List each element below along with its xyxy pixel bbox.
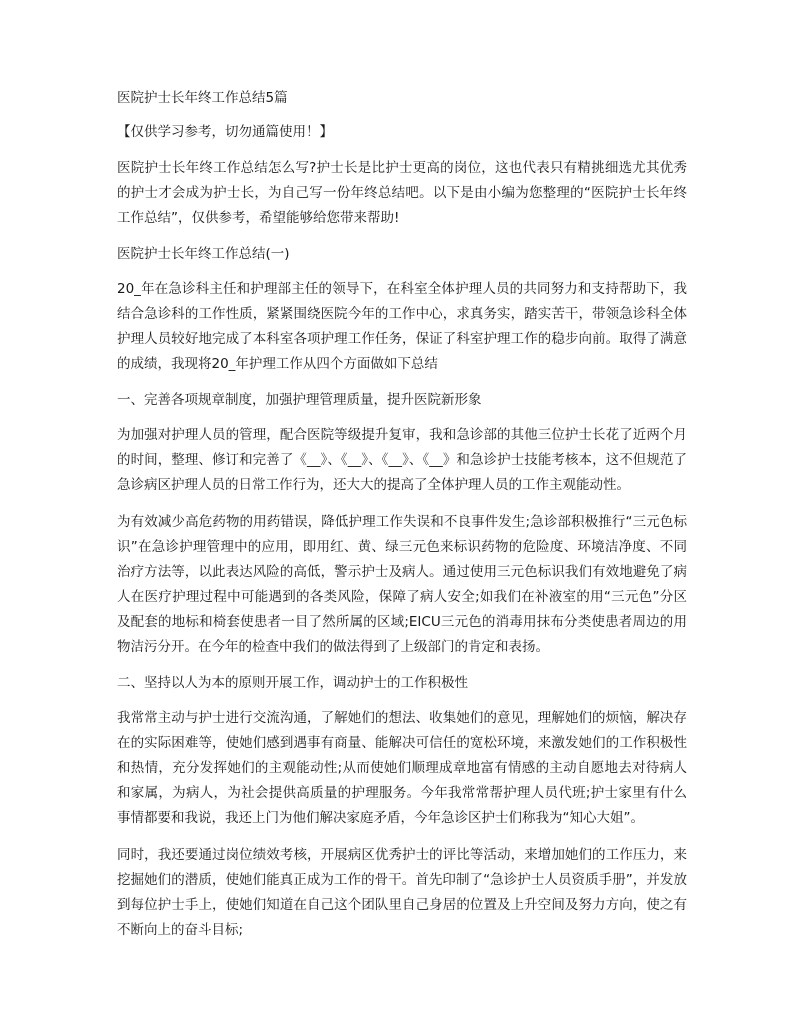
heading-two: 二、坚持以人为本的原则开展工作，调动护士的工作积极性 xyxy=(117,675,468,691)
document-page xyxy=(117,88,687,955)
paragraph-color-coding: 为有效减少高危药物的用药错误，降低护理工作失误和不良事件发生;急诊部积极推行“三元色标识”在急诊护理管理中的应用，即用红、黄、绿三元色来标识药物的危险度、环境洁净度、不同治疗方法等，以此表达风险的高低，警示护士及病人。通过使用三元色标识我们有效地避免了病人在医疗护理过程中可能遇到的各类风险，保障了病人安全;如我们在补液室的用“三元色”分区及配套的地标和椅套使患者一目了然所属的区域;EICU三元色的消毒用抹布分类使患者周边的用物洁污分开。在今年的检查中我们的做法得到了上级部门的肯定和表扬。 xyxy=(117,514,687,655)
usage-note: 【仅供学习参考，切勿通篇使用！】 xyxy=(117,124,333,140)
document-title: 医院护士长年终工作总结5篇 xyxy=(117,90,288,106)
heading-one: 一、完善各项规章制度，加强护理管理质量，提升医院新形象 xyxy=(117,392,482,408)
paragraph-overview: 20_年在急诊科主任和护理部主任的领导下，在科室全体护理人员的共同努力和支持帮助下，我结合急诊科的工作性质，紧紧围绕医院今年的工作中心，求真务实，踏实苦干，带领急诊科全体护理人员较好地完成了本科室各项护理工作任务，保证了科室护理工作的稳步向前。取得了满意的成绩，我现将20_年护理工作从四个方面做如下总结 xyxy=(117,281,687,372)
paragraph-communication: 我常常主动与护士进行交流沟通，了解她们的想法、收集她们的意见，理解她们的烦恼，解决存在的实际困难等，使她们感到遇事有商量、能解决可信任的宽松环境，来激发她们的工作积极性和热情，充分发挥她们的主观能动性;从而使她们顺理成章地富有情感的主动自愿地去对待病人和家属，为病人，为社会提供高质量的护理服务。今年我常常帮护理人员代班;护士家里有什么事情都要和我说，我还上门为他们解决家庭矛盾，今年急诊区护士们称我为“知心大姐”。 xyxy=(117,710,687,826)
intro-paragraph: 医院护士长年终工作总结怎么写?护士长是比护士更高的岗位，这也代表只有精挑细选尤其优秀的护士才会成为护士长，为自己写一份年终总结吧。以下是由小编为您整理的“医院护士长年终工作总结”，仅供参考，希望能够给您带来帮助! xyxy=(117,160,687,226)
section-title: 医院护士长年终工作总结(一) xyxy=(117,246,290,262)
paragraph-rules: 为加强对护理人员的管理，配合医院等级提升复审，我和急诊部的其他三位护士长花了近两个月的时间，整理、修订和完善了《__》、《__》、《__》、《__》和急诊护士技能考核本，这不但规范了急诊病区护理人员的日常工作行为，还大大的提高了全体护理人员的工作主观能动性。 xyxy=(117,427,687,493)
paragraph-evaluation: 同时，我还要通过岗位绩效考核，开展病区优秀护士的评比等活动，来增加她们的工作压力，来挖掘她们的潜质，使她们能真正成为工作的骨干。首先印制了“急诊护士人员资质手册”，并发放到每位护士手上，使她们知道在自己这个团队里自己身居的位置及上升空间及努力方向，使之有不断向上的奋斗目标; xyxy=(117,847,687,938)
